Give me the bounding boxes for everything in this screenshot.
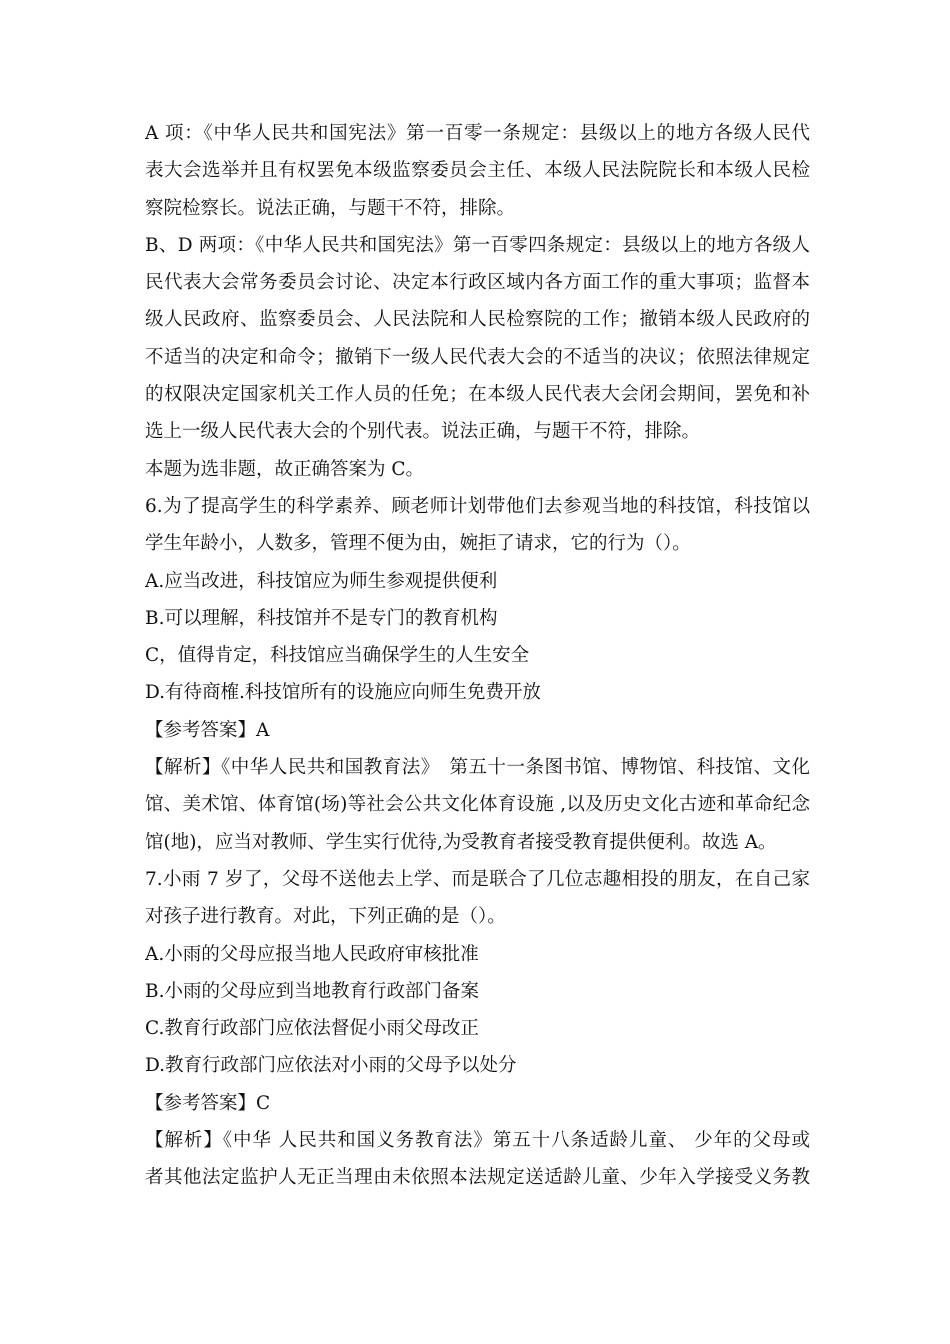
- text-line: 的权限决定国家机关工作人员的任免；在本级人民代表大会闭会期间，罢免和补: [145, 384, 810, 406]
- question-7-option-a: A.小雨的父母应报当地人民政府审核批准: [145, 943, 479, 965]
- question-6-analysis: 馆(地)，应当对教师、学生实行优待,为受教育者接受教育提供便利。故选 A。: [145, 831, 777, 853]
- text-line: B、D 两项：《中华人民共和国宪法》第一百零四条规定：县级以上的地方各级人: [145, 234, 810, 256]
- question-7-option-b: B.小雨的父母应到当地教育行政部门备案: [145, 980, 479, 1002]
- question-6-stem: 学生年龄小，人数多，管理不便为由，婉拒了请求，它的行为（）。: [145, 533, 691, 555]
- text-line: 选上一级人民代表大会的个别代表。说法正确，与题干不符，排除。: [145, 421, 701, 443]
- question-7-option-c: C.教育行政部门应依法督促小雨父母改正: [145, 1018, 479, 1040]
- question-6-analysis: 【解析】《中华人民共和国教育法》 第五十一条图书馆、博物馆、科技馆、文化: [145, 757, 810, 779]
- question-6-option-a: A.应当改进，科技馆应为师生参观提供便利: [145, 570, 498, 592]
- text-line: 本题为选非题，故正确答案为 C。: [145, 458, 425, 480]
- question-7-analysis: 【解析】《中华 人民共和国义务教育法》第五十八条适龄儿童、 少年的父母或: [145, 1130, 810, 1152]
- question-7-stem: 对孩子进行教育。对此，下列正确的是（）。: [145, 906, 506, 928]
- text-line: 表大会选举并且有权罢免本级监察委员会主任、本级人民法院院长和本级人民检: [145, 160, 810, 182]
- document-body: [145, 115, 810, 1197]
- question-7-stem: 7.小雨 7 岁了，父母不送他去上学、而是联合了几位志趣相投的朋友，在自己家: [145, 868, 810, 890]
- question-6-stem: 6.为了提高学生的科学素养、顾老师计划带他们去参观当地的科技馆，科技馆以: [145, 495, 810, 517]
- text-line: 级人民政府、监察委员会、人民法院和人民检察院的工作；撤销本级人民政府的: [145, 309, 810, 331]
- question-7-option-d: D.教育行政部门应依法对小雨的父母予以处分: [145, 1055, 517, 1077]
- text-line: 民代表大会常务委员会讨论、决定本行政区域内各方面工作的重大事项；监督本: [145, 272, 810, 294]
- question-6-analysis: 馆、美术馆、体育馆(场)等社会公共文化体育设施 ,以及历史文化古迹和革命纪念: [145, 794, 810, 816]
- question-7-analysis: 者其他法定监护人无正当理由未依照本法规定送适龄儿童、少年入学接受义务教: [145, 1167, 810, 1189]
- question-7-answer: 【参考答案】C: [145, 1092, 271, 1114]
- question-6-option-c: C，值得肯定，科技馆应当确保学生的人生安全: [145, 645, 530, 667]
- text-line: A 项：《中华人民共和国宪法》第一百零一条规定：县级以上的地方各级人民代: [145, 123, 810, 144]
- text-line: 察院检察长。说法正确，与题干不符，排除。: [145, 197, 516, 219]
- text-line: 不适当的决定和命令；撤销下一级人民代表大会的不适当的决议；依照法律规定: [145, 346, 810, 368]
- question-6-option-b: B.可以理解，科技馆并不是专门的教育机构: [145, 607, 498, 629]
- question-6-option-d: D.有待商榷.科技馆所有的设施应向师生免费开放: [145, 682, 541, 704]
- question-6-answer: 【参考答案】A: [145, 719, 270, 741]
